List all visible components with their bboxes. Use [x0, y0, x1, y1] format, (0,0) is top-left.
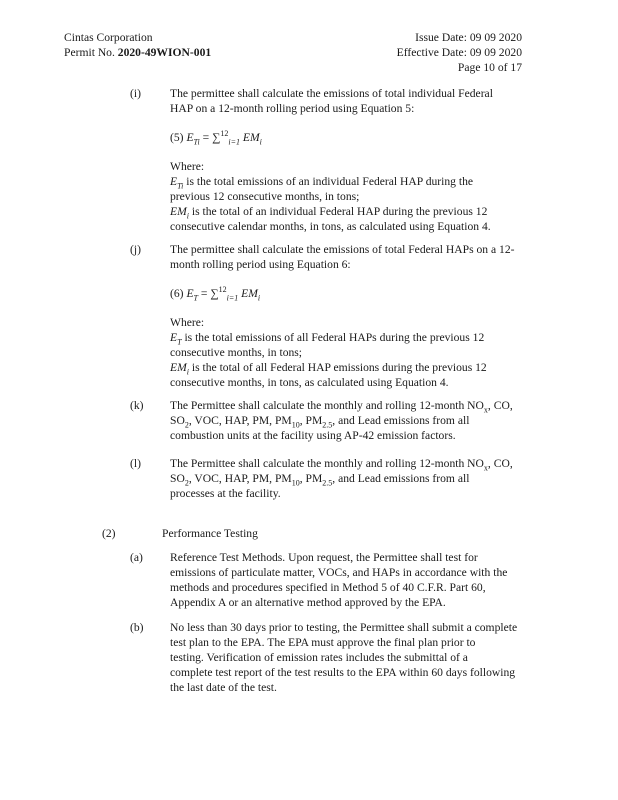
- text-line: The permittee shall calculate the emissions of total Federal HAPs on a 12-: [170, 243, 515, 256]
- item-body: [170, 86, 530, 234]
- text-line: HAP on a 12-month rolling period using Equation 5:: [170, 102, 415, 115]
- definition-line: $E_T$ is the total emissions of all Federal HAPs during the previous 12: [170, 331, 485, 347]
- definition-line: $EM_i$ is the total of an individual Federal HAP during the previous 12: [170, 205, 488, 221]
- text-line: Appendix A or an alternative method approved by the EPA.: [170, 596, 446, 609]
- permit-number-line: [64, 45, 211, 60]
- text-line: methods and procedures specified in Method 5 of 40 C.F.R. Part 60,: [170, 581, 486, 594]
- item-label: (b): [130, 621, 144, 634]
- permit-label: Permit No.: [64, 46, 118, 59]
- section-label: (2): [102, 527, 116, 540]
- text-line: The Permittee shall calculate the monthly and rolling 12-month $NO_x$, CO,: [170, 457, 513, 473]
- sigma-symbol: ∑: [210, 287, 219, 300]
- sigma-symbol: ∑: [212, 131, 221, 144]
- item-body: [170, 242, 530, 390]
- definition-line: previous 12 consecutive months, in tons;: [170, 190, 360, 203]
- text-line: testing. Verification of emission rates includes the submittal of a: [170, 651, 468, 664]
- item-label: (j): [130, 243, 141, 256]
- where-label: Where:: [170, 316, 205, 329]
- text-line: test plan to the EPA. The EPA must approve the final plan prior to: [170, 636, 476, 649]
- item-body: [170, 620, 530, 695]
- company-name: Cintas Corporation: [64, 31, 153, 44]
- text-line: $SO_2$, VOC, HAP, PM, $PM_{10}$, $PM_{2.5}$, and Lead emissions from all: [170, 472, 470, 488]
- equation-5: (5) $E_{Ti} = \sum^{12}_{i=1}$ $EM_i$: [170, 129, 262, 147]
- definition-line: $EM_i$ is the total of all Federal HAP emissions during the previous 12: [170, 361, 487, 377]
- item-body: [170, 456, 530, 501]
- text-line: The Permittee shall calculate the monthly and rolling 12-month $NO_x$, CO,: [170, 399, 513, 415]
- permit-number: 2020-49WION-001: [117, 46, 212, 59]
- issue-date: Issue Date: 09 09 2020: [415, 31, 522, 44]
- where-label: Where:: [170, 160, 205, 173]
- header-left: [64, 30, 211, 60]
- text-line: $SO_2$, VOC, HAP, PM, $PM_{10}$, $PM_{2.5}$, and Lead emissions from all: [170, 414, 470, 430]
- page-number: Page 10 of 17: [457, 61, 522, 74]
- text-line: the last date of the test.: [170, 681, 277, 694]
- text-line: month rolling period using Equation 6:: [170, 258, 351, 271]
- effective-date: Effective Date: 09 09 2020: [396, 46, 522, 59]
- equation-6: (6) $E_T = \sum^{12}_{i=1}$ $EM_i$: [170, 285, 261, 303]
- item-body: [170, 398, 530, 443]
- item-body: [170, 550, 530, 610]
- item-label: (k): [130, 399, 144, 412]
- item-label: (i): [130, 87, 141, 100]
- definition-line: consecutive months, in tons;: [170, 346, 303, 359]
- definition-line: consecutive calendar months, in tons, as calculated using Equation 4.: [170, 220, 491, 233]
- section-title: Performance Testing: [162, 527, 258, 540]
- text-line: Reference Test Methods. Upon request, the Permittee shall test for: [170, 551, 478, 564]
- text-line: complete test report of the test results to the EPA within 60 days following: [170, 666, 516, 679]
- item-label: (a): [130, 551, 143, 564]
- definition-line: consecutive months, in tons, as calculated using Equation 4.: [170, 376, 449, 389]
- header-right: [397, 30, 522, 75]
- item-label: (l): [130, 457, 141, 470]
- text-line: processes at the facility.: [170, 487, 281, 500]
- text-line: combustion units at the facility using AP-42 emission factors.: [170, 429, 456, 442]
- text-line: emissions of particulate matter, VOCs, and HAPs in accordance with the: [170, 566, 508, 579]
- text-line: No less than 30 days prior to testing, the Permittee shall submit a complete: [170, 621, 518, 634]
- text-line: The permittee shall calculate the emissions of total individual Federal: [170, 87, 493, 100]
- definition-line: $E_{Ti}$ is the total emissions of an individual Federal HAP during the: [170, 175, 474, 191]
